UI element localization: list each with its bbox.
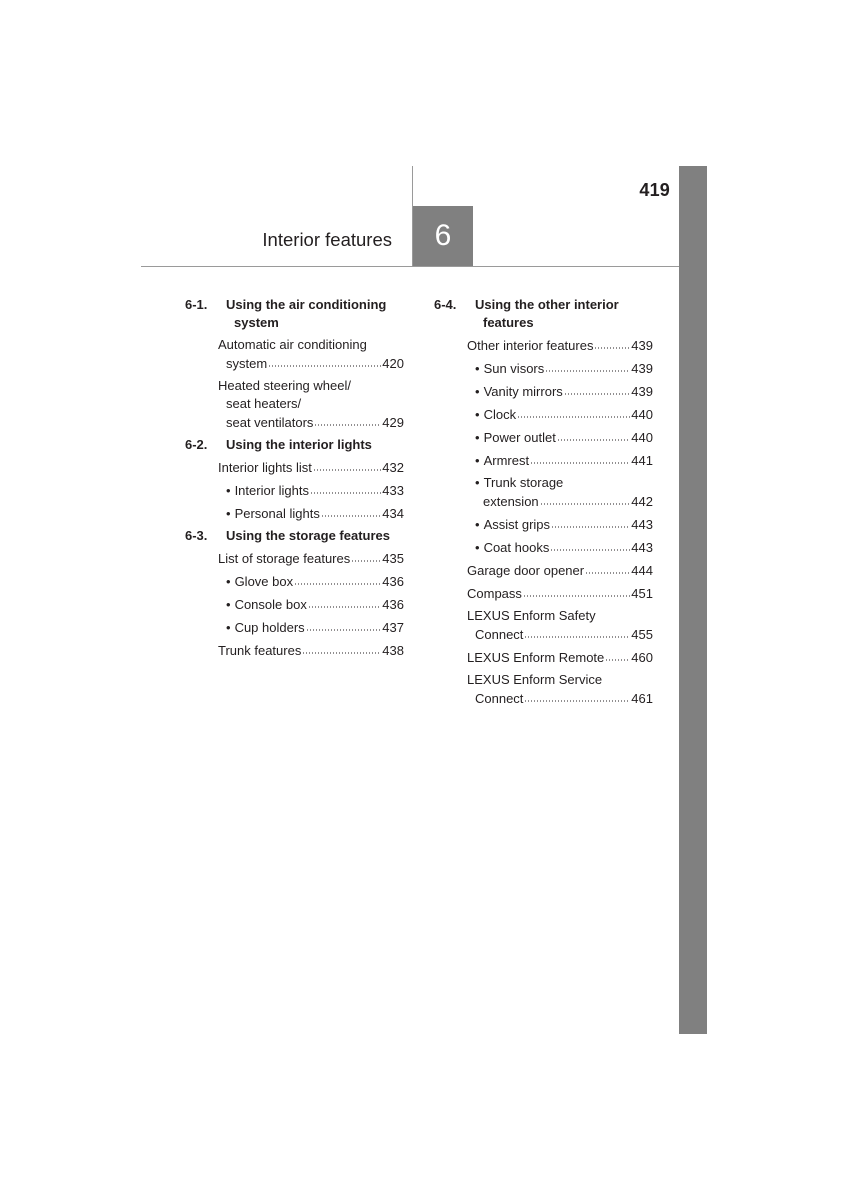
toc-page-number: 460 <box>631 650 653 665</box>
toc-page-number: 439 <box>631 384 653 399</box>
bullet-icon: • <box>226 574 231 589</box>
toc-entry-text: Connect <box>475 627 524 642</box>
section-title <box>185 436 404 454</box>
dot-leader <box>550 538 630 552</box>
bullet-icon: • <box>226 620 231 635</box>
toc-page-number: 442 <box>631 494 653 509</box>
toc-page-number: 429 <box>382 415 404 430</box>
toc-entry-line <box>434 689 653 708</box>
toc-section <box>185 436 404 523</box>
header-horizontal-rule <box>141 266 679 267</box>
toc-entry-text: Clock <box>483 407 517 422</box>
dot-leader <box>268 354 381 368</box>
dot-leader <box>557 428 630 442</box>
toc-entry-line <box>434 382 653 401</box>
toc-section <box>434 296 653 708</box>
dot-leader <box>308 595 381 609</box>
dot-leader <box>545 359 630 373</box>
toc-entry-text: Personal lights <box>234 506 320 521</box>
toc-page-number: 436 <box>382 574 404 589</box>
dot-leader <box>517 405 630 419</box>
toc-entry-line <box>185 618 404 637</box>
toc-page-number: 436 <box>382 597 404 612</box>
dot-leader <box>605 648 630 662</box>
dot-leader <box>594 336 630 350</box>
toc-page-number: 455 <box>631 627 653 642</box>
section-title <box>185 527 404 545</box>
section-number: 6-1. <box>185 297 208 312</box>
toc-entry-line <box>185 336 404 354</box>
toc-entry-line <box>434 474 653 492</box>
toc-entry-text: extension <box>483 494 539 509</box>
dot-leader <box>302 641 381 655</box>
dot-leader <box>530 451 630 465</box>
toc-entry-text: Garage door opener <box>467 563 585 578</box>
toc-entry-line <box>185 595 404 614</box>
toc-page-number: 439 <box>631 361 653 376</box>
dot-leader <box>314 413 381 427</box>
section-title <box>185 296 404 332</box>
toc-entry[interactable] <box>434 359 653 378</box>
section-title <box>434 296 653 332</box>
toc-entry-text: List of storage features <box>218 551 351 566</box>
dot-leader <box>585 561 630 575</box>
section-title-line: system <box>234 315 279 330</box>
toc-entry-line <box>434 451 653 470</box>
toc-section <box>185 527 404 660</box>
toc-entry-line <box>434 584 653 603</box>
toc-page-number: 438 <box>382 643 404 658</box>
toc-entry-line <box>185 377 404 395</box>
toc-entry-line <box>434 336 653 355</box>
chapter-title: Interior features <box>262 229 392 250</box>
toc-page-number: 443 <box>631 517 653 532</box>
toc-page-number: 443 <box>631 540 653 555</box>
section-number: 6-4. <box>434 297 457 312</box>
toc-entry-text: Compass <box>467 586 522 601</box>
bullet-icon: • <box>226 483 231 498</box>
toc-entry-text: Trunk storage <box>483 475 564 490</box>
toc-entry-line <box>185 572 404 591</box>
toc-entry-text: Trunk features <box>218 643 302 658</box>
section-title-line: Using the other interior <box>475 297 619 312</box>
dot-leader <box>313 458 381 472</box>
toc-entry-text: system <box>226 356 268 371</box>
toc-entry-line <box>185 354 404 373</box>
toc-entry-line <box>434 405 653 424</box>
toc-page-number: 439 <box>631 338 653 353</box>
toc-entry[interactable] <box>434 382 653 401</box>
toc-entry-line <box>434 515 653 534</box>
bullet-icon: • <box>475 517 480 532</box>
dot-leader <box>551 515 630 529</box>
toc-entry-line <box>185 504 404 523</box>
toc-entry[interactable] <box>185 549 404 568</box>
bullet-icon: • <box>475 475 480 490</box>
toc-entry-line <box>434 671 653 689</box>
toc-entry-text: Interior lights <box>234 483 309 498</box>
toc-entry-text: Armrest <box>483 453 530 468</box>
section-number: 6-2. <box>185 437 208 452</box>
toc-entry[interactable] <box>185 458 404 477</box>
bullet-icon: • <box>226 597 231 612</box>
toc-entry-line <box>434 561 653 580</box>
toc-entry[interactable] <box>185 504 404 523</box>
toc-entry-text: Cup holders <box>234 620 305 635</box>
toc-right-column <box>434 296 653 712</box>
section-title-line: Using the air conditioning <box>226 297 387 312</box>
toc-entry[interactable] <box>185 481 404 500</box>
toc-entry-text: seat heaters/ <box>226 396 302 411</box>
toc-page-number: 441 <box>631 453 653 468</box>
dot-leader <box>294 572 381 586</box>
toc-entry-text: Connect <box>475 691 524 706</box>
toc-entry[interactable] <box>185 641 404 660</box>
toc-entry-line <box>434 625 653 644</box>
page-number: 419 <box>639 180 670 200</box>
bullet-icon: • <box>475 384 480 399</box>
toc-entry-line <box>185 481 404 500</box>
toc-page-number: 444 <box>631 563 653 578</box>
toc-entry-text: LEXUS Enform Service <box>467 672 603 687</box>
toc-entry-text: seat ventilators <box>226 415 314 430</box>
bullet-icon: • <box>475 453 480 468</box>
toc-entry-line <box>185 458 404 477</box>
toc-entry-text: Console box <box>234 597 307 612</box>
toc-entry-text: LEXUS Enform Safety <box>467 608 596 623</box>
toc-entry[interactable] <box>434 561 653 580</box>
toc-entry-line <box>434 359 653 378</box>
toc-page-number: 420 <box>382 356 404 371</box>
toc-entry[interactable] <box>185 336 404 373</box>
toc-entry-text: Other interior features <box>467 338 594 353</box>
bullet-icon: • <box>226 506 231 521</box>
toc-entry-line <box>434 648 653 667</box>
toc-page-number: 451 <box>631 586 653 601</box>
section-title-line: features <box>483 315 534 330</box>
toc-page-number: 432 <box>382 460 404 475</box>
toc-entry-line <box>434 428 653 447</box>
toc-entry-line <box>185 641 404 660</box>
toc-page-number: 461 <box>631 691 653 706</box>
toc-entry[interactable] <box>434 336 653 355</box>
toc-entry[interactable] <box>434 474 653 511</box>
toc-page-number: 435 <box>382 551 404 566</box>
toc-entry-line <box>185 413 404 432</box>
toc-entry-line <box>434 492 653 511</box>
dot-leader <box>523 584 630 598</box>
toc-page-number: 437 <box>382 620 404 635</box>
dot-leader <box>321 504 381 518</box>
bullet-icon: • <box>475 361 480 376</box>
toc-entry-text: Glove box <box>234 574 294 589</box>
section-title-line: Using the storage features <box>226 528 390 543</box>
toc-entry-text: Vanity mirrors <box>483 384 563 399</box>
toc-entry[interactable] <box>185 595 404 614</box>
toc-page-number: 440 <box>631 430 653 445</box>
dot-leader <box>524 689 630 703</box>
toc-entry[interactable] <box>434 428 653 447</box>
toc-entry[interactable] <box>434 607 653 644</box>
bullet-icon: • <box>475 430 480 445</box>
toc-entry-text: Coat hooks <box>483 540 550 555</box>
toc-entry[interactable] <box>434 538 653 557</box>
toc-left-column <box>185 296 404 664</box>
dot-leader <box>540 492 631 506</box>
toc-entry-line <box>185 395 404 413</box>
chapter-number: 6 <box>434 219 452 252</box>
toc-entry-text: Automatic air conditioning <box>218 337 367 352</box>
toc-page-number: 434 <box>382 506 404 521</box>
toc-entry[interactable] <box>434 405 653 424</box>
toc-section <box>185 296 404 432</box>
toc-page-number: 433 <box>382 483 404 498</box>
toc-entry-text: Assist grips <box>483 517 551 532</box>
toc-entry[interactable] <box>185 618 404 637</box>
toc-entry[interactable] <box>185 572 404 591</box>
toc-entry-text: Heated steering wheel/ <box>218 378 351 393</box>
toc-entry[interactable] <box>434 671 653 708</box>
toc-entry[interactable] <box>434 515 653 534</box>
bullet-icon: • <box>475 540 480 555</box>
toc-entry[interactable] <box>185 377 404 432</box>
chapter-number-box <box>413 206 473 266</box>
dot-leader <box>310 481 381 495</box>
toc-entry-text: LEXUS Enform Remote <box>467 650 605 665</box>
toc-entry-text: Power outlet <box>483 430 556 445</box>
dot-leader <box>351 549 381 563</box>
dot-leader <box>524 625 630 639</box>
toc-entry-line <box>434 607 653 625</box>
dot-leader <box>564 382 631 396</box>
section-number: 6-3. <box>185 528 208 543</box>
chapter-side-tab <box>679 166 707 1034</box>
toc-entry[interactable] <box>434 451 653 470</box>
toc-entry[interactable] <box>434 584 653 603</box>
toc-page-number: 440 <box>631 407 653 422</box>
toc-entry-text: Sun visors <box>483 361 545 376</box>
toc-entry-text: Interior lights list <box>218 460 312 475</box>
dot-leader <box>306 618 382 632</box>
toc-entry-line <box>185 549 404 568</box>
section-title-line: Using the interior lights <box>226 437 372 452</box>
toc-entry-line <box>434 538 653 557</box>
bullet-icon: • <box>475 407 480 422</box>
toc-entry[interactable] <box>434 648 653 667</box>
